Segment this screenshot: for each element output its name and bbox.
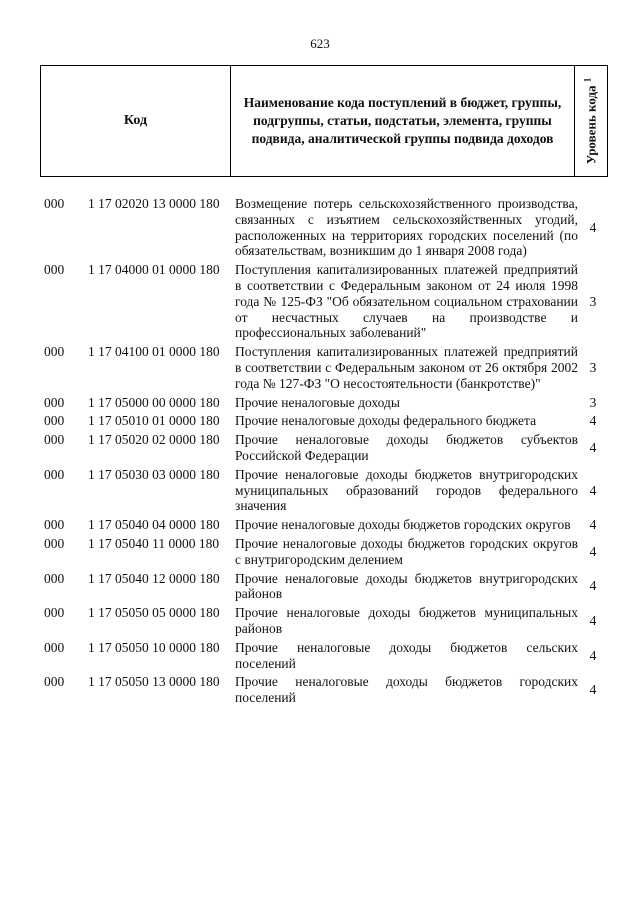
row-name: Возмещение потерь сельскохозяйственного производства, связанных с изъятием сельскохозяйственных угодий, расположенных на территориях городских поселений (по обязательствам, возникшим до 1 января 2008 года) <box>235 196 578 259</box>
table-row <box>40 432 608 464</box>
row-name: Прочие неналоговые доходы бюджетов внутригородских районов <box>235 570 578 602</box>
table-row <box>40 605 608 637</box>
row-level: 3 <box>589 394 597 410</box>
row-name: Прочие неналоговые доходы бюджетов городских поселений <box>235 674 578 706</box>
row-level: 4 <box>589 219 597 235</box>
row-prefix: 000 <box>44 517 65 533</box>
table-row <box>40 517 608 533</box>
row-prefix: 000 <box>44 570 65 586</box>
row-code: 1 17 02020 13 0000 180 <box>88 196 220 211</box>
table-row <box>40 262 608 341</box>
table-row <box>40 344 608 391</box>
row-code: 1 17 05050 10 0000 180 <box>88 639 220 655</box>
row-prefix: 000 <box>44 413 65 429</box>
row-name: Прочие неналоговые доходы бюджетов городских округов с внутригородским делением <box>235 535 578 567</box>
row-code: 1 17 05040 12 0000 180 <box>88 570 220 586</box>
table-row <box>40 395 608 411</box>
row-level: 3 <box>589 293 597 309</box>
header-level-footnote: 1 <box>582 77 593 83</box>
table-row <box>40 413 608 429</box>
row-prefix: 000 <box>44 394 65 410</box>
table-row <box>40 571 608 603</box>
row-level: 4 <box>589 578 597 594</box>
row-code: 1 17 05040 11 0000 180 <box>88 535 220 551</box>
row-code: 1 17 05020 02 0000 180 <box>88 432 220 448</box>
row-code: 1 17 04100 01 0000 180 <box>88 344 220 360</box>
row-level: 4 <box>589 413 597 429</box>
row-prefix: 000 <box>44 432 65 448</box>
row-code: 1 17 05010 01 0000 180 <box>88 413 220 429</box>
header-level-cell <box>575 66 607 176</box>
row-name: Прочие неналоговые доходы бюджетов муниципальных районов <box>235 605 578 636</box>
row-prefix: 000 <box>44 262 65 278</box>
row-level: 4 <box>589 482 597 498</box>
row-prefix: 000 <box>44 466 65 482</box>
row-code: 1 17 05050 13 0000 180 <box>88 674 220 690</box>
table-header <box>40 65 608 177</box>
row-code: 1 17 05030 03 0000 180 <box>88 466 220 482</box>
header-level <box>582 78 599 165</box>
row-code: 1 17 05050 05 0000 180 <box>88 605 220 621</box>
row-name: Поступления капитализированных платежей предприятий в соответствии с Федеральным законом от 26 октября 2002 года № 127-ФЗ "О несостоятельности (банкротстве)" <box>235 344 578 391</box>
row-level: 4 <box>589 543 597 559</box>
row-prefix: 000 <box>44 196 65 211</box>
row-prefix: 000 <box>44 674 65 690</box>
row-name: Прочие неналоговые доходы бюджетов городских округов <box>235 517 571 533</box>
row-name: Прочие неналоговые доходы бюджетов внутригородских муниципальных образований городов федерального значения <box>235 466 578 514</box>
table-row <box>40 196 608 259</box>
header-level-label: Уровень кода <box>583 85 599 165</box>
row-prefix: 000 <box>44 639 65 655</box>
table-row <box>40 536 608 568</box>
row-name: Прочие неналоговые доходы бюджетов субъектов Российской Федерации <box>235 432 578 463</box>
row-name: Прочие неналоговые доходы федерального бюджета <box>235 413 537 429</box>
row-prefix: 000 <box>44 605 65 621</box>
row-level: 4 <box>589 517 597 533</box>
header-name: Наименование кода поступлений в бюджет, группы, подгруппы, статьи, подстатьи, элемента, группы подвида, аналитической группы подвида доходов <box>231 66 575 176</box>
table-body <box>40 196 608 709</box>
table-row <box>40 640 608 672</box>
row-level: 4 <box>589 647 597 663</box>
row-prefix: 000 <box>44 344 65 360</box>
table-row <box>40 674 608 706</box>
row-code: 1 17 05000 00 0000 180 <box>88 394 220 410</box>
row-code: 1 17 05040 04 0000 180 <box>88 517 220 533</box>
header-code: Код <box>41 66 231 176</box>
table-row <box>40 467 608 514</box>
row-prefix: 000 <box>44 535 65 551</box>
row-name: Прочие неналоговые доходы <box>235 394 400 410</box>
row-name: Поступления капитализированных платежей предприятий в соответствии с Федеральным законом от 24 июля 1998 года № 125-ФЗ "Об обязательном социальном страховании от несчастных случаев на производстве и профессиональных заболеваний" <box>235 262 578 341</box>
row-name: Прочие неналоговые доходы бюджетов сельских поселений <box>235 639 578 671</box>
page-number: 623 <box>310 36 330 51</box>
row-level: 4 <box>589 682 597 698</box>
row-code: 1 17 04000 01 0000 180 <box>88 262 220 278</box>
row-level: 4 <box>589 440 597 456</box>
row-level: 4 <box>589 613 597 629</box>
row-level: 3 <box>589 359 597 375</box>
